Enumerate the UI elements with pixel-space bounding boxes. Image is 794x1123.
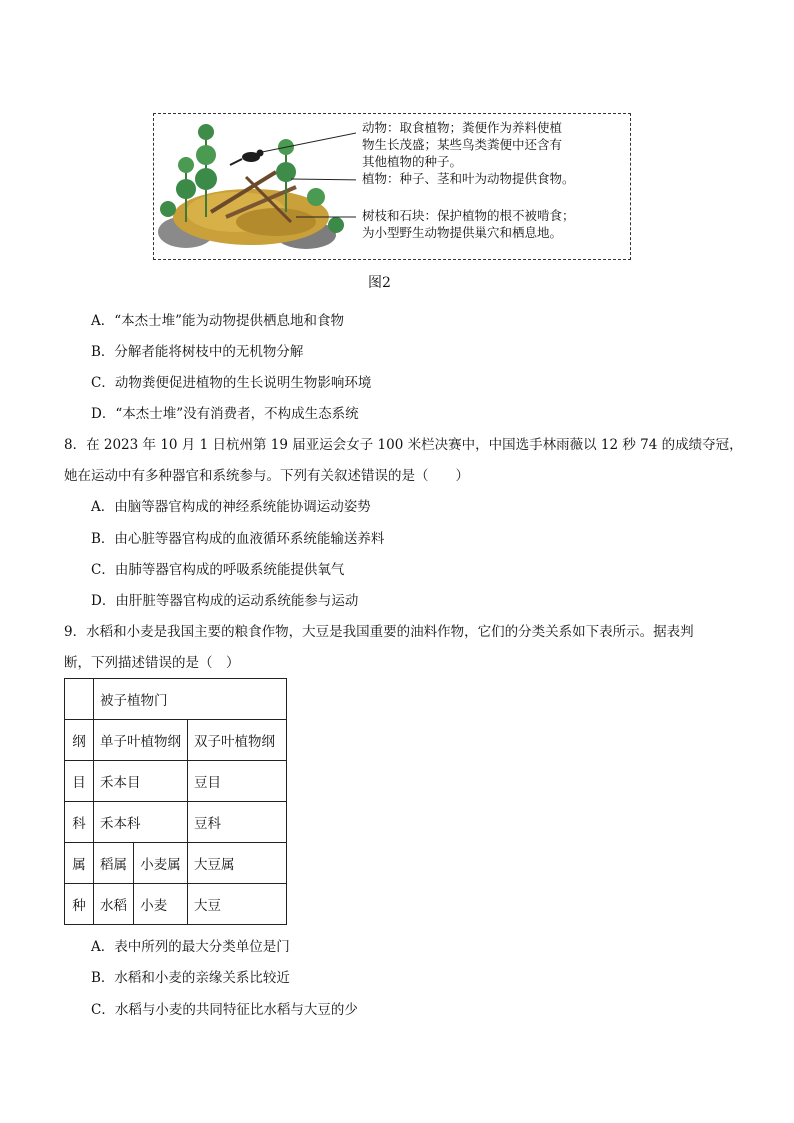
- table-cell: 小麦: [134, 884, 188, 925]
- table-rank-cell: 科: [65, 802, 94, 843]
- table-cell: 稻属: [94, 843, 134, 884]
- table-cell: [65, 679, 94, 720]
- q8-stem-line-2: 她在运动中有多种器官和系统参与。下列有关叙述错误的是（ ）: [64, 468, 469, 484]
- q7-option-d: D．“本杰士堆”没有消费者，不构成生态系统: [91, 406, 359, 422]
- table-rank-cell: 目: [65, 761, 94, 802]
- q9-option-c: C．水稻与小麦的共同特征比水稻与大豆的少: [91, 1002, 358, 1018]
- table-cell: 豆目: [188, 761, 287, 802]
- q7-option-c: C．动物粪便促进植物的生长说明生物影响环境: [91, 375, 372, 391]
- figure-2-box: [153, 113, 631, 260]
- q8-option-b: B．由心脏等器官构成的血液循环系统能输送养料: [91, 531, 385, 547]
- figure-label-branches-1: 树枝和石块：保护植物的根不被啃食；: [362, 208, 575, 223]
- table-row: [65, 802, 287, 843]
- table-row: [65, 761, 287, 802]
- table-cell: 水稻: [94, 884, 134, 925]
- table-rank-cell: 纲: [65, 720, 94, 761]
- table-cell: 双子叶植物纲: [188, 720, 287, 761]
- q7-option-a: A．“本杰士堆”能为动物提供栖息地和食物: [91, 313, 345, 329]
- figure-label-plants: 植物：种子、茎和叶为动物提供食物。: [362, 171, 575, 186]
- table-cell: 豆科: [188, 802, 287, 843]
- table-row: [65, 720, 287, 761]
- table-cell-phylum: 被子植物门: [94, 679, 287, 720]
- table-cell: 单子叶植物纲: [94, 720, 188, 761]
- q8-option-d: D．由肝脏等器官构成的运动系统能参与运动: [91, 593, 359, 609]
- q8-stem-line-1: 8．在 2023 年 10 月 1 日杭州第 19 届亚运会女子 100 米栏决赛中，中国选手林雨薇以 12 秒 74 的成绩夺冠，: [64, 437, 743, 453]
- table-rank-cell: 种: [65, 884, 94, 925]
- q8-option-c: C．由肺等器官构成的呼吸系统能提供氧气: [91, 562, 345, 578]
- figure-caption: 图2: [368, 275, 391, 291]
- figure-label-branches-2: 为小型野生动物提供巢穴和栖息地。: [362, 225, 563, 240]
- q9-option-b: B．水稻和小麦的亲缘关系比较近: [91, 970, 290, 986]
- table-row: [65, 843, 287, 884]
- table-cell: 小麦属: [134, 843, 188, 884]
- q7-option-b: B．分解者能将树枝中的无机物分解: [91, 344, 304, 360]
- figure-label-animals-3: 其他植物的种子。: [362, 154, 463, 169]
- table-cell: 禾本科: [94, 802, 188, 843]
- q9-stem-line-2: 断，下列描述错误的是（ ）: [64, 655, 240, 671]
- benjes-hedge-illustration: [156, 117, 356, 257]
- figure-label-animals-2: 物生长茂盛；某些鸟类粪便中还含有: [362, 137, 563, 152]
- table-rank-cell: 属: [65, 843, 94, 884]
- table-cell: 大豆属: [188, 843, 287, 884]
- table-cell: 大豆: [188, 884, 287, 925]
- table-row: [65, 884, 287, 925]
- table-cell: 禾本目: [94, 761, 188, 802]
- q9-stem-line-1: 9．水稻和小麦是我国主要的粮食作物，大豆是我国重要的油料作物，它们的分类关系如下表所示。据表判: [64, 624, 694, 640]
- q8-option-a: A．由脑等器官构成的神经系统能协调运动姿势: [91, 499, 371, 515]
- q9-option-a: A．表中所列的最大分类单位是门: [91, 939, 290, 955]
- classification-table: [64, 678, 287, 925]
- figure-label-animals-1: 动物：取食植物；粪便作为养料使植: [362, 120, 563, 135]
- table-row: [65, 679, 287, 720]
